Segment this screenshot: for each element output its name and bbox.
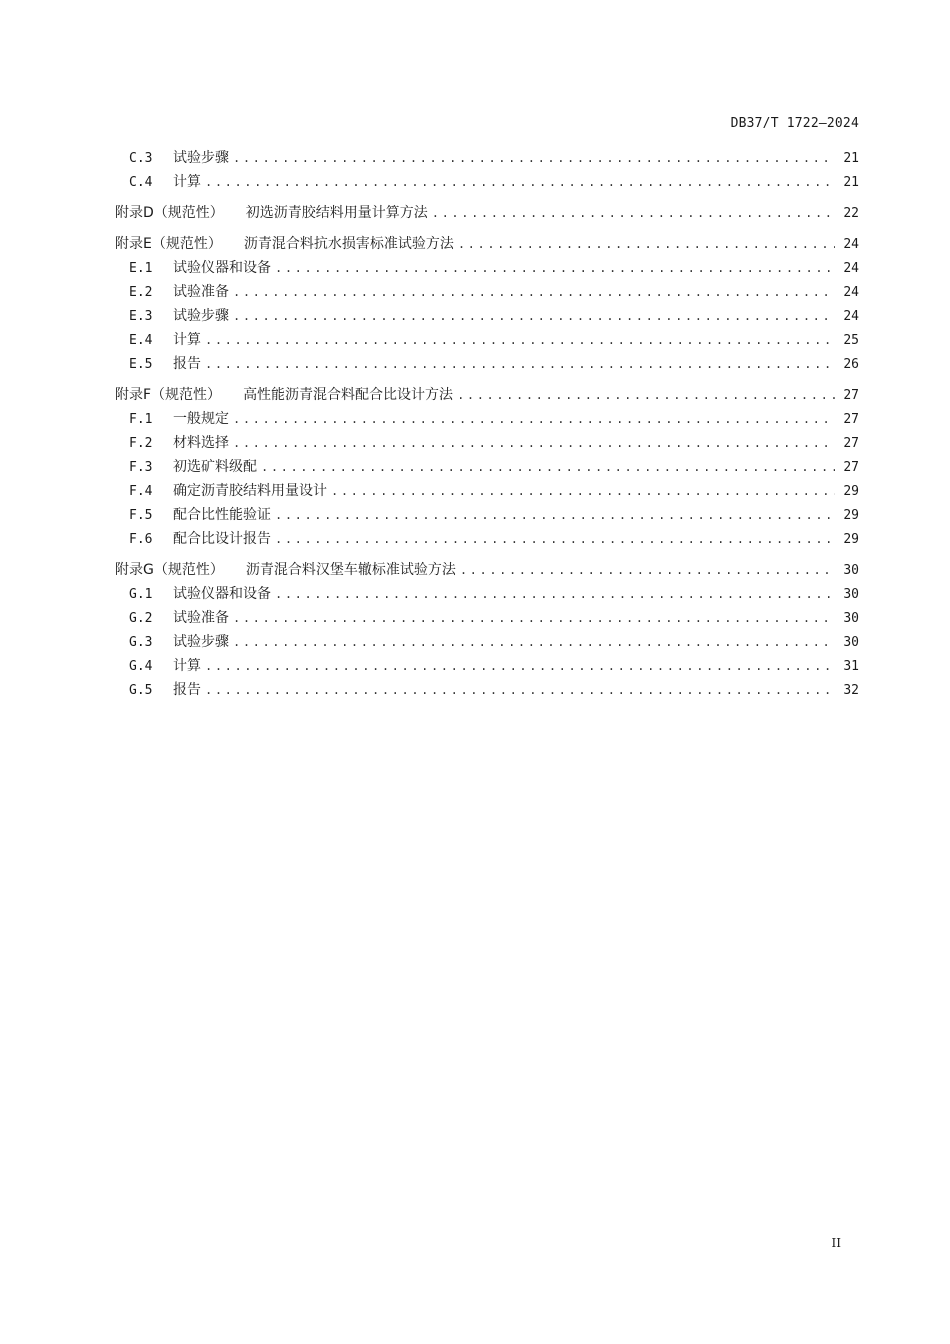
toc-dot-leader <box>275 527 835 551</box>
toc-dot-leader <box>275 256 835 280</box>
toc-entry-title: 配合比设计报告 <box>173 531 271 547</box>
toc-section-number: F.5 <box>129 508 153 523</box>
toc-entry-title: 材料选择 <box>173 435 229 451</box>
toc-section-entry[interactable] <box>115 479 859 503</box>
toc-entry-title: 计算 <box>173 332 201 348</box>
toc-page-number: 27 <box>843 412 859 427</box>
toc-page-number: 27 <box>843 460 859 475</box>
table-of-contents <box>115 146 859 702</box>
toc-appendix-label: 附录D（规范性） <box>115 205 224 221</box>
toc-section-entry[interactable] <box>115 352 859 376</box>
toc-dot-leader <box>233 304 835 328</box>
toc-section-entry[interactable] <box>115 280 859 304</box>
toc-entry-title: 一般规定 <box>173 411 229 427</box>
toc-entry-title: 试验步骤 <box>173 308 229 324</box>
toc-entry-title: 沥青混合料抗水损害标准试验方法 <box>243 236 454 252</box>
toc-page-number: 21 <box>843 175 859 190</box>
toc-page-number: 30 <box>843 611 859 626</box>
toc-section-number: C.3 <box>129 151 153 166</box>
toc-entry-title: 计算 <box>173 174 201 190</box>
toc-entry-title: 试验步骤 <box>173 634 229 650</box>
toc-page-number: 24 <box>843 237 859 252</box>
toc-page-number: 30 <box>843 563 859 578</box>
toc-section-entry[interactable] <box>115 170 859 194</box>
toc-dot-leader <box>205 352 835 376</box>
toc-dot-leader <box>205 170 835 194</box>
toc-section-number: F.3 <box>129 460 153 475</box>
toc-section-entry[interactable] <box>115 582 859 606</box>
toc-dot-leader <box>261 455 835 479</box>
toc-section-number: G.5 <box>129 683 153 698</box>
toc-appendix-label: 附录F（规范性） <box>115 387 222 403</box>
toc-appendix-label: 附录G（规范性） <box>115 562 224 578</box>
toc-page-number: 27 <box>843 388 859 403</box>
toc-appendix-entry[interactable] <box>115 383 859 407</box>
toc-dot-leader <box>233 146 835 170</box>
page-number: II <box>831 1236 841 1250</box>
toc-page-number: 24 <box>843 285 859 300</box>
toc-section-number: F.2 <box>129 436 153 451</box>
toc-section-number: E.5 <box>129 357 153 372</box>
toc-section-number: F.4 <box>129 484 153 499</box>
toc-page-number: 21 <box>843 151 859 166</box>
toc-entry-title: 试验准备 <box>173 284 229 300</box>
toc-section-entry[interactable] <box>115 256 859 280</box>
toc-dot-leader <box>205 678 835 702</box>
toc-section-entry[interactable] <box>115 431 859 455</box>
toc-page-number: 30 <box>843 635 859 650</box>
toc-dot-leader <box>275 582 835 606</box>
toc-entry-title: 计算 <box>173 658 201 674</box>
toc-entry-title: 试验步骤 <box>173 150 229 166</box>
toc-section-entry[interactable] <box>115 606 859 630</box>
toc-section-number: F.6 <box>129 532 153 547</box>
toc-page-number: 27 <box>843 436 859 451</box>
toc-dot-leader <box>233 280 835 304</box>
toc-section-entry[interactable] <box>115 678 859 702</box>
toc-section-number: E.3 <box>129 309 153 324</box>
toc-dot-leader <box>233 606 835 630</box>
toc-entry-title: 沥青混合料汉堡车辙标准试验方法 <box>245 562 456 578</box>
toc-dot-leader <box>205 654 835 678</box>
toc-page-number: 30 <box>843 587 859 602</box>
toc-appendix-entry[interactable] <box>115 558 859 582</box>
toc-dot-leader <box>275 503 835 527</box>
toc-page-number: 29 <box>843 484 859 499</box>
toc-entry-title: 报告 <box>173 682 201 698</box>
toc-dot-leader <box>233 407 835 431</box>
toc-entry-title: 试验仪器和设备 <box>173 586 271 602</box>
toc-section-entry[interactable] <box>115 304 859 328</box>
toc-section-number: G.3 <box>129 635 153 650</box>
toc-section-number: G.1 <box>129 587 153 602</box>
toc-section-entry[interactable] <box>115 503 859 527</box>
toc-entry-title: 初选沥青胶结料用量计算方法 <box>245 205 428 221</box>
toc-dot-leader <box>432 201 835 225</box>
toc-section-entry[interactable] <box>115 630 859 654</box>
toc-section-number: F.1 <box>129 412 153 427</box>
toc-section-number: C.4 <box>129 175 153 190</box>
toc-section-number: E.4 <box>129 333 153 348</box>
toc-dot-leader <box>233 431 835 455</box>
document-code: DB37/T 1722—2024 <box>730 116 859 131</box>
toc-section-number: E.2 <box>129 285 153 300</box>
toc-section-number: G.2 <box>129 611 153 626</box>
toc-entry-title: 配合比性能验证 <box>173 507 271 523</box>
toc-section-entry[interactable] <box>115 328 859 352</box>
toc-dot-leader <box>458 232 835 256</box>
toc-section-number: G.4 <box>129 659 153 674</box>
toc-entry-title: 试验仪器和设备 <box>173 260 271 276</box>
toc-dot-leader <box>457 383 835 407</box>
toc-page-number: 29 <box>843 532 859 547</box>
toc-dot-leader <box>331 479 835 503</box>
toc-section-entry[interactable] <box>115 527 859 551</box>
toc-section-entry[interactable] <box>115 654 859 678</box>
toc-page-number: 26 <box>843 357 859 372</box>
toc-entry-title: 高性能沥青混合料配合比设计方法 <box>243 387 454 403</box>
toc-entry-title: 初选矿料级配 <box>173 459 257 475</box>
toc-section-entry[interactable] <box>115 407 859 431</box>
toc-dot-leader <box>460 558 835 582</box>
toc-page-number: 29 <box>843 508 859 523</box>
toc-entry-title: 报告 <box>173 356 201 372</box>
toc-appendix-label: 附录E（规范性） <box>115 236 222 252</box>
toc-section-entry[interactable] <box>115 146 859 170</box>
toc-dot-leader <box>205 328 835 352</box>
toc-entry-title: 确定沥青胶结料用量设计 <box>173 483 327 499</box>
toc-appendix-entry[interactable] <box>115 201 859 225</box>
toc-section-entry[interactable] <box>115 455 859 479</box>
toc-page-number: 24 <box>843 261 859 276</box>
toc-entry-title: 试验准备 <box>173 610 229 626</box>
toc-appendix-entry[interactable] <box>115 232 859 256</box>
toc-section-number: E.1 <box>129 261 153 276</box>
toc-dot-leader <box>233 630 835 654</box>
toc-page-number: 22 <box>843 206 859 221</box>
toc-page-number: 31 <box>843 659 859 674</box>
toc-page-number: 25 <box>843 333 859 348</box>
toc-page-number: 24 <box>843 309 859 324</box>
toc-page-number: 32 <box>843 683 859 698</box>
